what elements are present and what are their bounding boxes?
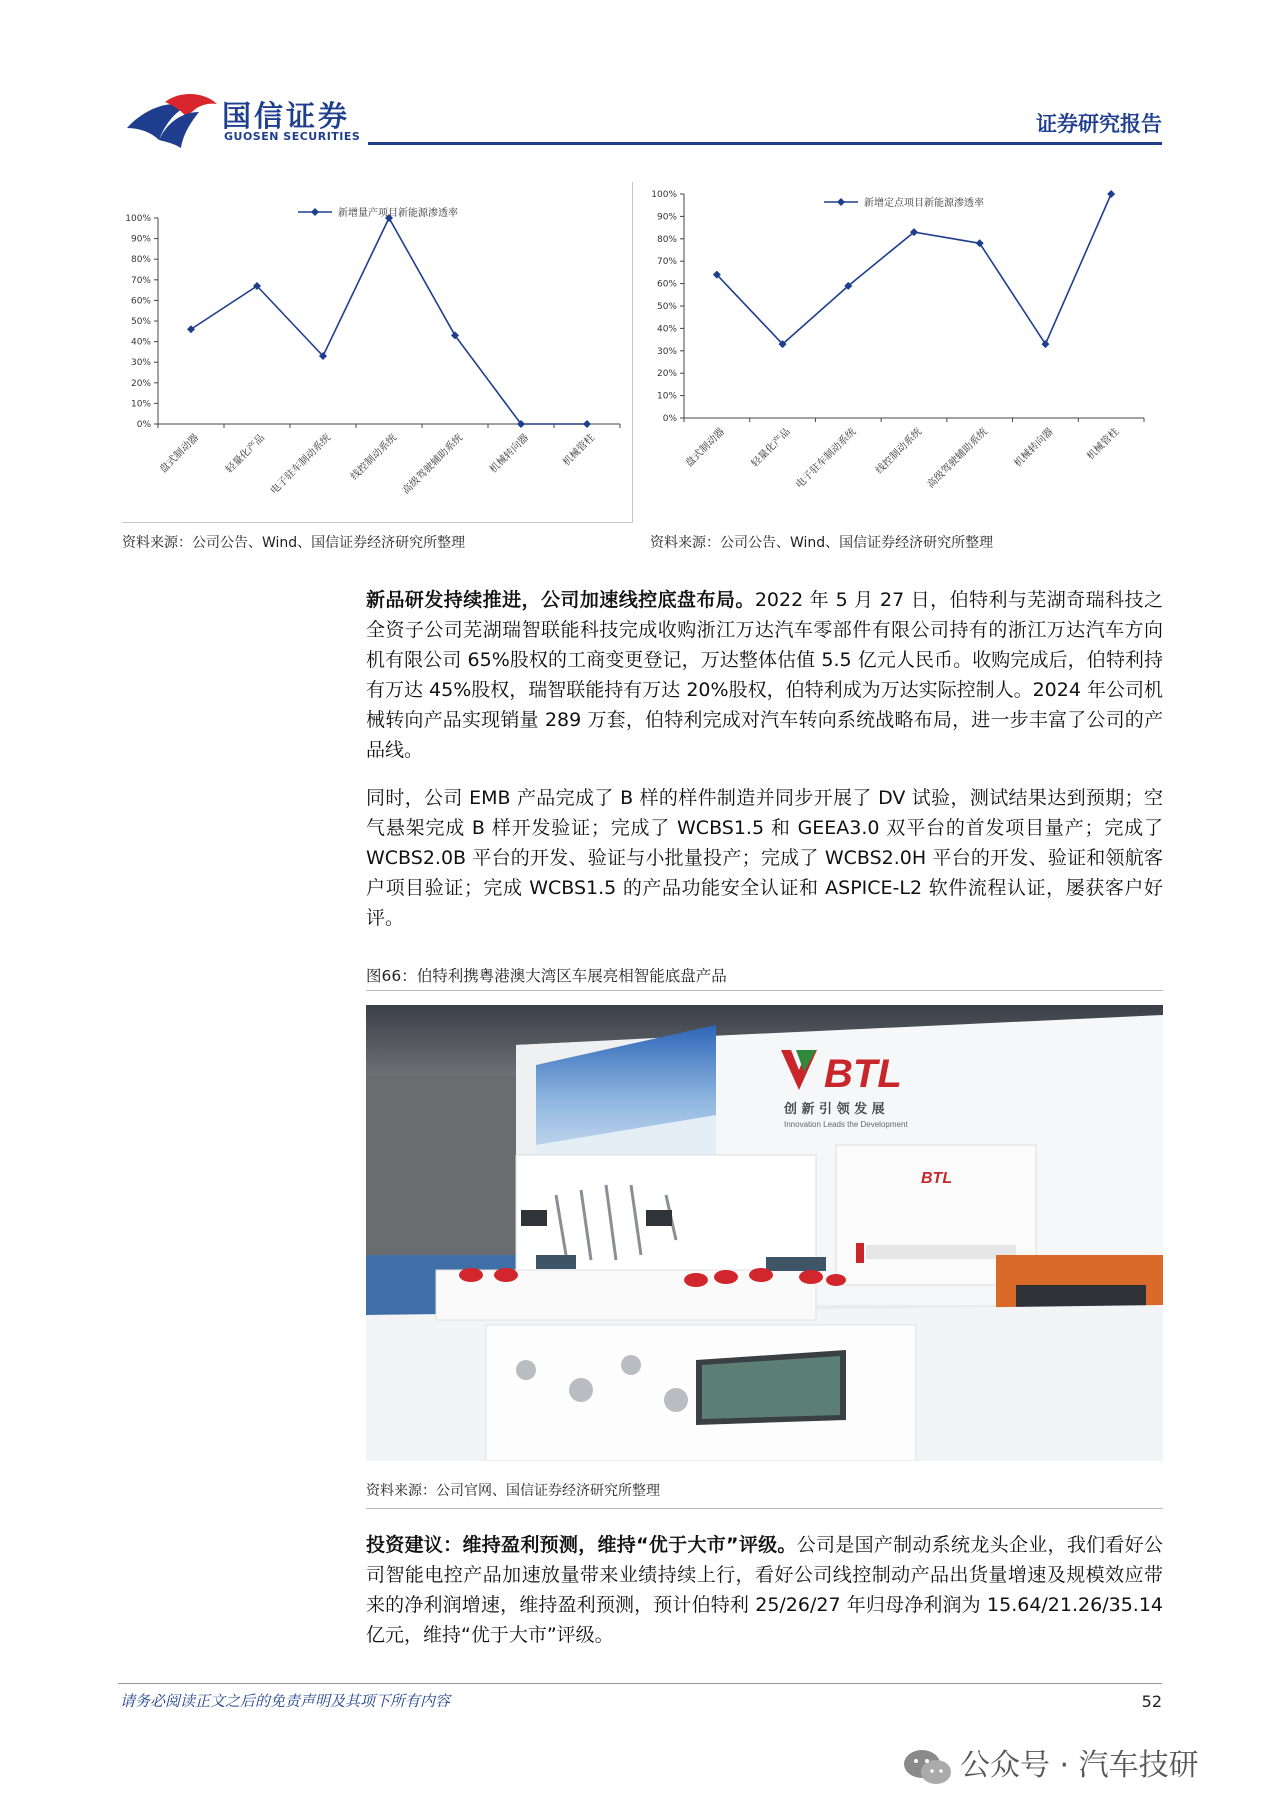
y-tick-label: 10% bbox=[130, 399, 151, 410]
data-point bbox=[187, 325, 195, 333]
paragraph-emb-progress: 同时，公司 EMB 产品完成了 B 样的样件制造并同步开展了 DV 试验，测试结果达到预期；空气悬架完成 B 样开发验证；完成了 WCBS1.5 和 GEEA3.0 双平台的首发项目量产；完成了 WCBS2.0B 平台的开发、验证与小批量投产；完成了 WCBS2.0H 平台的开发、验证和领航客户项目验证；完成 WCBS1.5 的产品功能安全认证和 ASPICE-L2 软件流程认证，屡获客户好评。 bbox=[366, 787, 1163, 929]
figure-source: 资料来源：公司官网、国信证券经济研究所整理 bbox=[366, 1483, 660, 1499]
x-tick-label: 机械管柱 bbox=[561, 432, 598, 469]
chart-new-mass-production-penetration bbox=[122, 182, 633, 523]
paragraph-lead: 新品研发持续推进，公司加速线控底盘布局。 bbox=[366, 589, 755, 611]
paragraph-investment-advice bbox=[366, 1530, 1163, 1650]
y-tick-label: 20% bbox=[130, 378, 151, 389]
legend-label: 新增量产项目新能源渗透率 bbox=[338, 208, 458, 219]
y-tick-label: 70% bbox=[656, 257, 677, 268]
x-tick-label: 电子驻车制动系统 bbox=[268, 432, 334, 497]
series-line bbox=[717, 194, 1111, 344]
y-tick-label: 40% bbox=[130, 337, 151, 348]
paragraph-body: 2022 年 5 月 27 日，伯特利与芜湖奇瑞科技之全资子公司芜湖瑞智联能科技完成收购浙江万达汽车零部件有限公司持有的浙江万达汽车方向机有限公司 65%股权的工商变更登记，万达整体估值 5.5 亿元人民币。收购完成后，伯特利持有万达 45%股权，瑞智联能持有万达 20%股权，伯特利成为万达实际控制人。2024 年公司机械转向产品实现销量 289 万套，伯特利完成对汽车转向系统战略布局，进一步丰富了公司的产品线。 bbox=[366, 589, 1163, 761]
x-tick-label: 高级驾驶辅助系统 bbox=[925, 426, 990, 491]
data-point bbox=[583, 420, 591, 428]
y-tick-label: 60% bbox=[656, 279, 677, 290]
x-tick-label: 盘式制动器 bbox=[683, 426, 727, 470]
y-tick-label: 30% bbox=[656, 346, 677, 357]
x-tick-label: 轻量化产品 bbox=[749, 426, 793, 470]
x-tick-label: 高级驾驶辅助系统 bbox=[400, 432, 466, 497]
header-divider bbox=[368, 142, 1162, 145]
data-point bbox=[1041, 340, 1049, 348]
auto-show-booth-photo bbox=[366, 1005, 1163, 1461]
y-tick-label: 80% bbox=[656, 234, 677, 245]
paragraph-body: 公司是国产制动系统龙头企业，我们看好公司智能电控产品加速放量带来业绩持续上行，看好公司线控制动产品出货量增速及规模效应带来的净利润增速，维持盈利预测，预计伯特利 25/26/27 年归母净利润为 15.64/21.26/35.14 亿元，维持“优于大市”评级。 bbox=[366, 1534, 1163, 1646]
logo-mark-icon bbox=[125, 88, 220, 150]
x-tick-label: 线控制动系统 bbox=[348, 432, 400, 483]
x-tick-label: 机械管柱 bbox=[1085, 426, 1122, 463]
legend-label: 新增定点项目新能源渗透率 bbox=[864, 198, 984, 209]
paragraph-product-development bbox=[366, 585, 1163, 765]
line-chart-right bbox=[648, 182, 1156, 522]
wechat-icon bbox=[902, 1747, 954, 1787]
figure-title: 图66：伯特利携粤港澳大湾区车展亮相智能底盘产品 bbox=[366, 967, 727, 985]
legend-marker bbox=[837, 198, 845, 206]
line-chart-left bbox=[122, 182, 632, 522]
data-point bbox=[1107, 190, 1115, 198]
page-number: 52 bbox=[1141, 1692, 1162, 1711]
x-tick-label: 电子驻车制动系统 bbox=[794, 426, 859, 491]
y-tick-label: 70% bbox=[130, 275, 151, 286]
x-tick-label: 线控制动系统 bbox=[873, 426, 925, 477]
y-tick-label: 90% bbox=[656, 212, 677, 223]
svg-text:BTL: BTL bbox=[921, 1170, 953, 1187]
y-tick-label: 0% bbox=[136, 420, 151, 430]
legend-marker bbox=[311, 208, 319, 216]
x-tick-label: 轻量化产品 bbox=[223, 432, 268, 476]
y-tick-label: 40% bbox=[656, 324, 677, 335]
series-line bbox=[191, 218, 587, 424]
x-tick-label: 机械转向器 bbox=[1012, 426, 1056, 470]
footer-disclaimer: 请务必阅读正文之后的免责声明及其项下所有内容 bbox=[120, 1692, 451, 1710]
y-tick-label: 50% bbox=[130, 317, 151, 327]
y-tick-label: 100% bbox=[651, 190, 677, 200]
booth-illustration bbox=[366, 1005, 1163, 1461]
report-type-title: 证券研究报告 bbox=[1036, 112, 1162, 136]
chart-left-source: 资料来源：公司公告、Wind、国信证券经济研究所整理 bbox=[122, 535, 466, 551]
y-tick-label: 10% bbox=[656, 391, 677, 402]
photo-logo-text: BTL bbox=[824, 1052, 902, 1096]
logo-chinese-name: 国信证券 bbox=[222, 99, 351, 133]
data-point bbox=[976, 239, 984, 247]
y-tick-label: 60% bbox=[130, 296, 151, 307]
y-tick-label: 30% bbox=[130, 358, 151, 369]
y-tick-label: 90% bbox=[130, 234, 151, 245]
figure-title-divider bbox=[366, 990, 1163, 991]
chart-right-source: 资料来源：公司公告、Wind、国信证券经济研究所整理 bbox=[650, 535, 994, 551]
y-tick-label: 50% bbox=[656, 302, 677, 312]
y-tick-label: 0% bbox=[662, 414, 677, 424]
y-tick-label: 100% bbox=[125, 214, 151, 224]
watermark bbox=[902, 1740, 1199, 1787]
footer-divider bbox=[118, 1683, 1162, 1684]
figure-source-divider bbox=[366, 1508, 1163, 1509]
x-tick-label: 机械转向器 bbox=[487, 432, 532, 476]
photo-slogan-en: Innovation Leads the Development bbox=[784, 1120, 908, 1129]
y-tick-label: 80% bbox=[130, 255, 151, 266]
y-tick-label: 20% bbox=[656, 369, 677, 380]
photo-slogan-cn: 创 新 引 领 发 展 bbox=[784, 1102, 885, 1117]
x-tick-label: 盘式制动器 bbox=[157, 432, 202, 476]
paragraph-lead: 投资建议：维持盈利预测，维持“优于大市”评级。 bbox=[366, 1534, 797, 1556]
chart-new-designated-project-penetration bbox=[648, 182, 1156, 522]
watermark-text: 公众号 · 汽车技研 bbox=[960, 1748, 1199, 1783]
logo-english-name: GUOSEN SECURITIES bbox=[224, 130, 361, 143]
